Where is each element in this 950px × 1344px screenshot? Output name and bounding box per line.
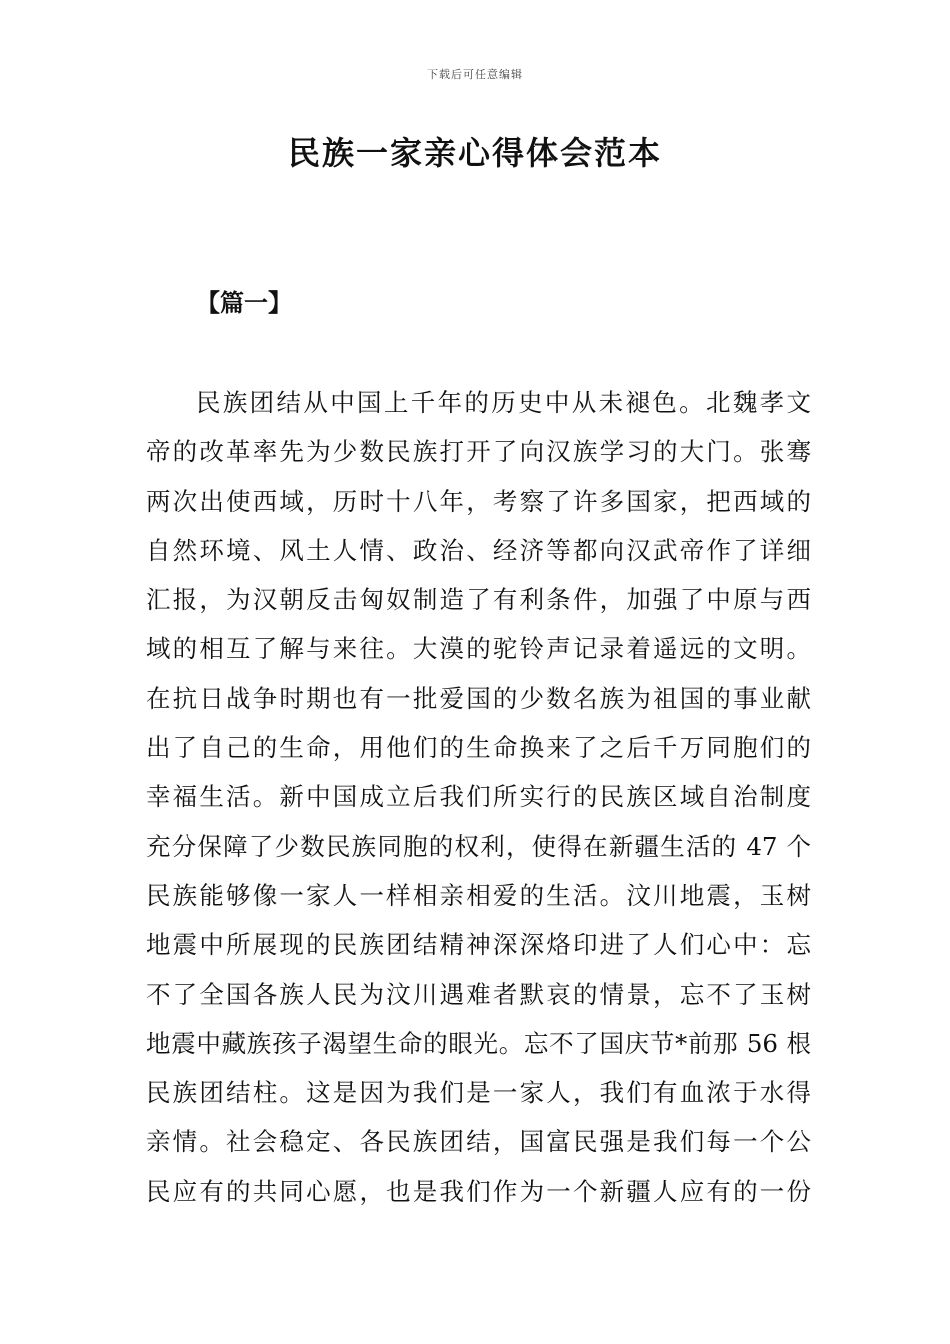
paragraph-line: 域的相互了解与来往。大漠的驼铃声记录着遥远的文明。: [146, 634, 811, 664]
paragraph-line: 自然环境、风土人情、政治、经济等都向汉武帝作了详细: [146, 535, 811, 565]
document-title: 民族一家亲心得体会范本: [287, 134, 662, 172]
body-paragraph: [146, 378, 811, 1216]
paragraph-line: 地震中藏族孩子渴望生命的眼光。忘不了国庆节*前那 56 根: [146, 1028, 811, 1058]
paragraph-line: 民族团结柱。这是因为我们是一家人，我们有血浓于水得: [146, 1078, 811, 1108]
paragraph-line: 亲情。社会稳定、各民族团结，国富民强是我们每一个公: [146, 1127, 811, 1157]
paragraph-line: 幸福生活。新中国成立后我们所实行的民族区域自治制度: [146, 782, 811, 812]
paragraph-line: 汇报，为汉朝反击匈奴制造了有利条件，加强了中原与西: [146, 585, 811, 615]
paragraph-line: 两次出使西域，历时十八年，考察了许多国家，把西域的: [146, 486, 811, 516]
paragraph-line: 在抗日战争时期也有一批爱国的少数名族为祖国的事业献: [146, 683, 811, 713]
paragraph-line: 地震中所展现的民族团结精神深深烙印进了人们心中：忘: [146, 930, 811, 960]
paragraph-line: 民族团结从中国上千年的历史中从未褪色。北魏孝文: [196, 388, 811, 417]
paragraph-line: 帝的改革率先为少数民族打开了向汉族学习的大门。张骞: [146, 437, 811, 467]
paragraph-line: 不了全国各族人民为汶川遇难者默哀的情景，忘不了玉树: [146, 979, 811, 1009]
paragraph-line: 民应有的共同心愿，也是我们作为一个新疆人应有的一份: [146, 1176, 811, 1206]
paragraph-line: 民族能够像一家人一样相亲相爱的生活。汶川地震，玉树: [146, 880, 811, 910]
paragraph-line: 出了自己的生命，用他们的生命换来了之后千万同胞们的: [146, 733, 811, 763]
paragraph-line: 充分保障了少数民族同胞的权利，使得在新疆生活的 47 个: [146, 831, 811, 861]
header-note: 下载后可任意编辑: [427, 68, 523, 81]
section-label: 【篇一】: [196, 289, 292, 317]
